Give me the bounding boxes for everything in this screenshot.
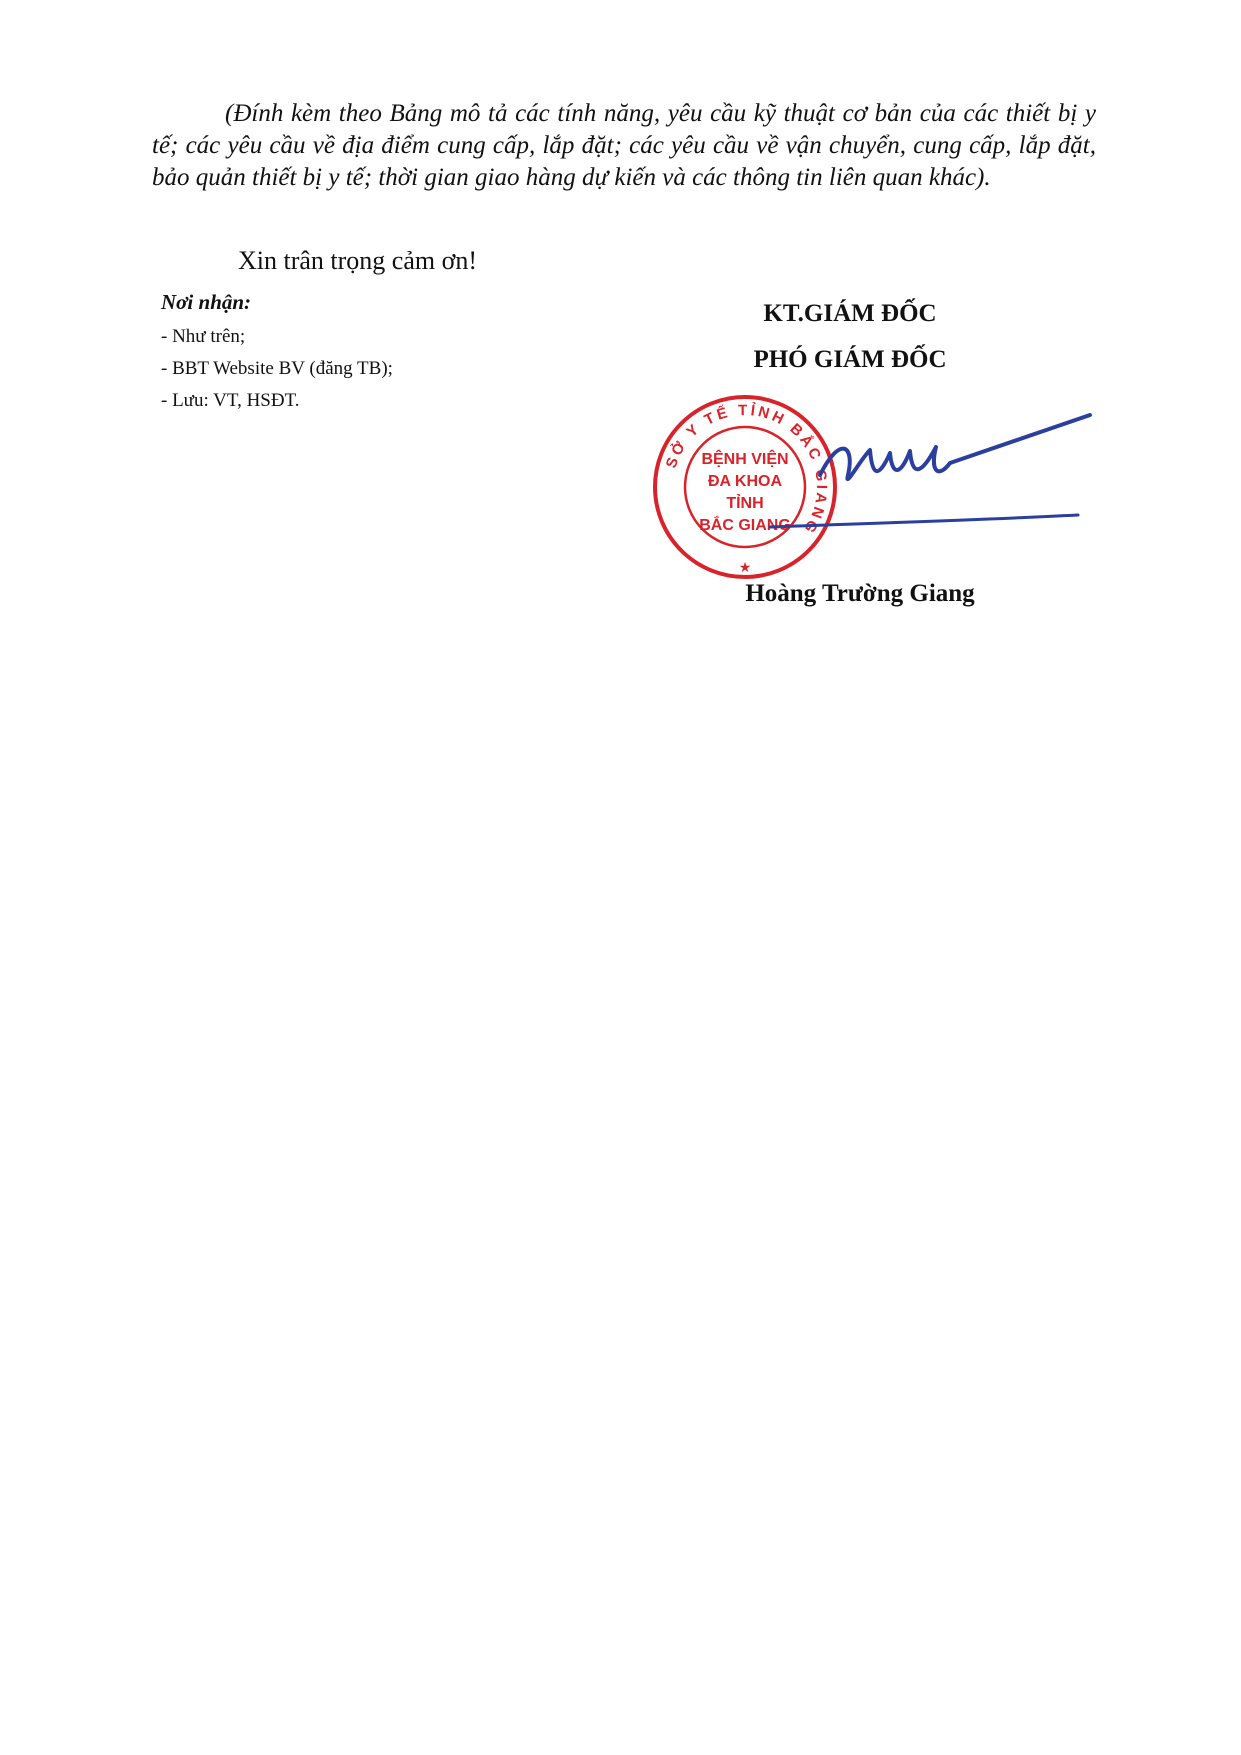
recipients-block — [161, 290, 393, 417]
svg-text:TỈNH: TỈNH — [726, 495, 764, 512]
recipients-list — [161, 321, 393, 417]
attachment-note: (Đính kèm theo Bảng mô tả các tính năng, yêu cầu kỹ thuật cơ bản của các thiết bị y tế; các yêu cầu về địa điểm cung cấp, lắp đặt; các yêu cầu về vận chuyển, cung cấp, lắp đặt, bảo quản thiết bị y tế; thời gian giao hàng dự kiến và các thông tin liên quan khác). — [152, 100, 1096, 191]
svg-text:SỞ Y TẾ TỈNH BẮC GIANG: SỞ Y TẾ TỈNH BẮC GIANG — [662, 401, 831, 539]
recipient-item: - Như trên; — [161, 326, 246, 347]
signature-role: PHÓ GIÁM ĐỐC — [753, 346, 947, 373]
closing-text: Xin trân trọng cảm ơn! — [238, 246, 478, 275]
svg-text:★: ★ — [738, 561, 752, 576]
recipient-item: - BBT Website BV (đăng TB); — [161, 358, 393, 379]
signer-name: Hoàng Trường Giang — [745, 580, 975, 607]
svg-text:BẮC GIANG: BẮC GIANG — [699, 517, 791, 534]
recipient-item: - Lưu: VT, HSĐT. — [161, 390, 300, 411]
svg-text:ĐA KHOA: ĐA KHOA — [707, 473, 783, 490]
signature-title: KT.GIÁM ĐỐC — [763, 300, 937, 327]
svg-text:BỆNH VIỆN: BỆNH VIỆN — [701, 451, 789, 468]
recipients-heading: Nơi nhận: — [161, 290, 252, 314]
handwritten-signature — [760, 405, 1100, 545]
